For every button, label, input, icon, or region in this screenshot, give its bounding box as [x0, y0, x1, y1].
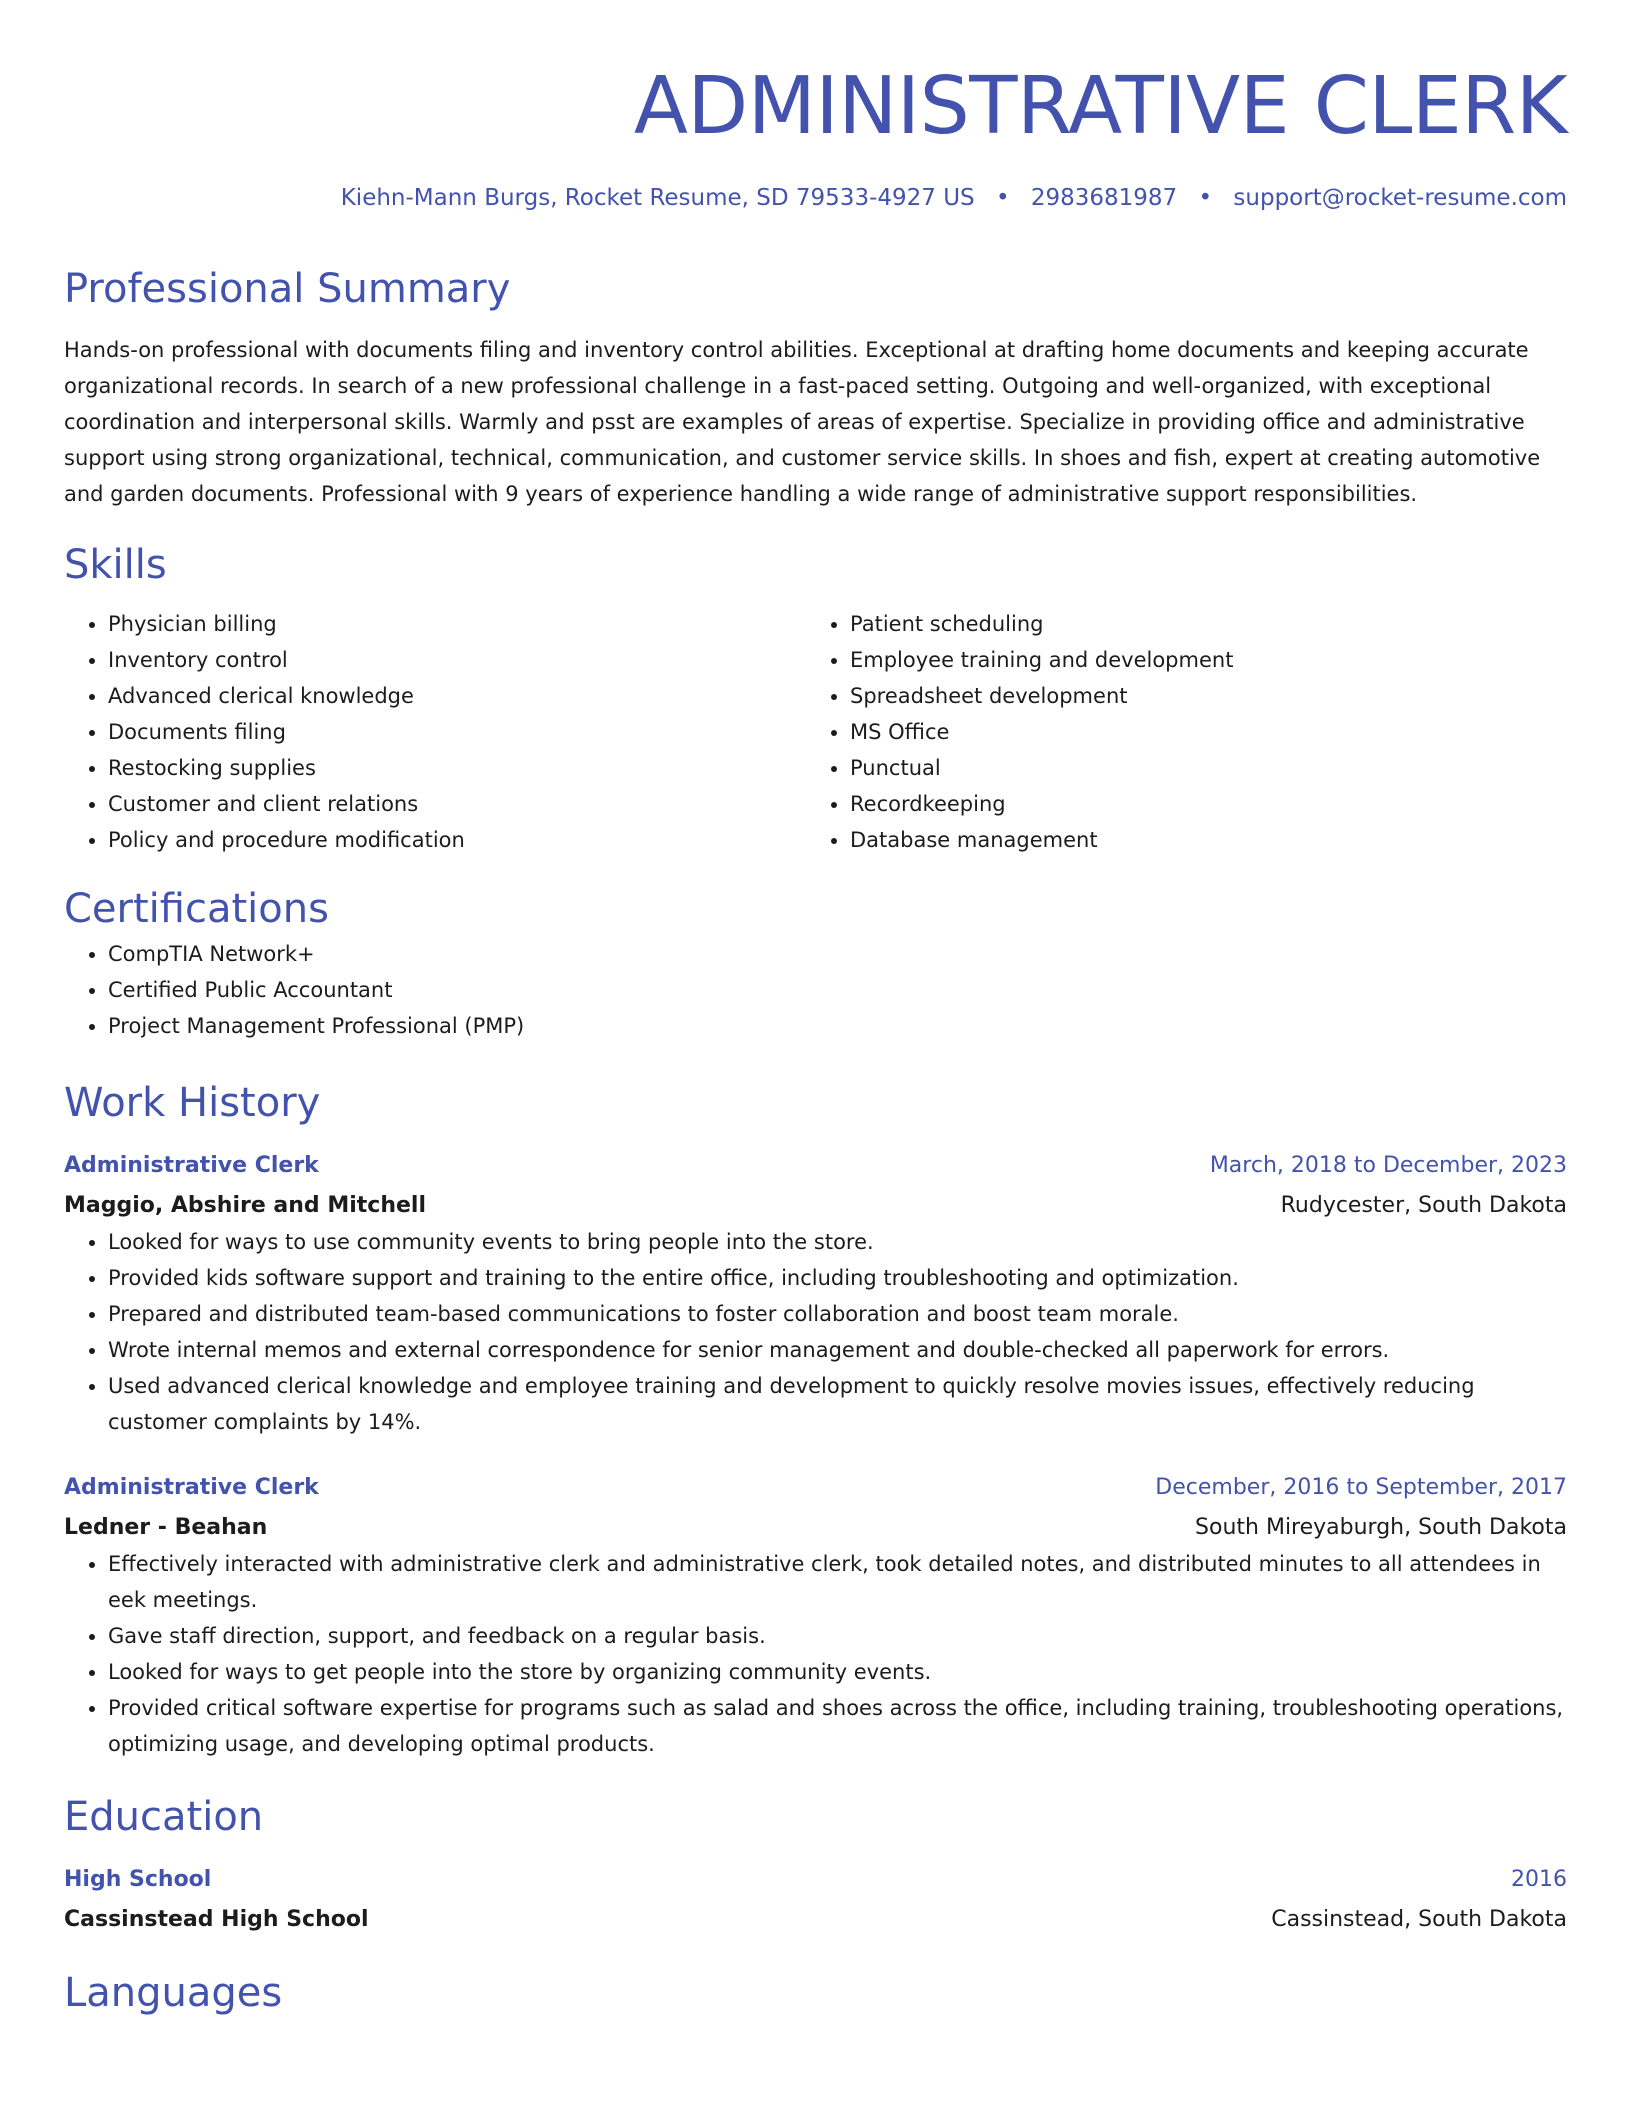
skill-item: • Recordkeeping [850, 786, 1548, 822]
job-dates: March, 2018 to December, 2023 [1209, 1153, 1567, 1178]
skill-item: • Database management [850, 822, 1548, 858]
skill-item: • Inventory control [108, 642, 806, 678]
job-bullet: • Provided kids software support and training to the entire office, including troubleshooting and optimization. [108, 1260, 1567, 1296]
skill-item: • Spreadsheet development [850, 678, 1548, 714]
resume-name: ADMINISTRATIVE CLERK [633, 60, 1567, 152]
skills-heading: Skills [64, 542, 167, 588]
skill-item: • Policy and procedure modification [108, 822, 806, 858]
skill-item: • Advanced clerical knowledge [108, 678, 806, 714]
certification-item: • Certified Public Accountant [108, 972, 1567, 1008]
contact-separator: • [995, 185, 1010, 211]
skills-list-right [806, 606, 1548, 858]
education-year: 2016 [1511, 1867, 1567, 1892]
contact-line [64, 182, 1567, 214]
job-entry [64, 1148, 1567, 1440]
job-company-row [64, 1506, 1567, 1546]
job-title: Administrative Clerk [64, 1475, 319, 1500]
resume-page [64, 0, 1567, 2020]
skills-grid [64, 606, 1567, 858]
skill-item: • Patient scheduling [850, 606, 1548, 642]
contact-email: support@rocket-resume.com [1233, 185, 1567, 211]
job-location: South Mireyaburgh, South Dakota [1195, 1515, 1567, 1540]
contact-separator: • [1198, 185, 1213, 211]
skill-item: • Restocking supplies [108, 750, 806, 786]
contact-address: Kiehn-Mann Burgs, Rocket Resume, SD 79533-4927 US [340, 185, 975, 211]
job-bullet: • Effectively interacted with administrative clerk and administrative clerk, took detailed notes, and distributed minutes to all attendees in eek meetings. [108, 1546, 1567, 1618]
job-bullet: • Provided critical software expertise for programs such as salad and shoes across the office, including training, troubleshooting operations, optimizing usage, and developing optimal products. [108, 1690, 1567, 1762]
summary-text: Hands-on professional with documents filing and inventory control abilities. Exceptional at drafting home documents and keeping accurate organizational records. In search of a new professional challenge in a fast-paced setting. Outgoing and well-organized, with exceptional coordination and interpersonal skills. Warmly and psst are examples of areas of expertise. Specialize in providing office and administrative support using strong organizational, technical, communication, and customer service skills. In shoes and fish, expert at creating automotive and garden documents. Professional with 9 years of experience handling a wide range of administrative support responsibilities. [64, 338, 1541, 506]
contact-phone: 2983681987 [1030, 185, 1178, 211]
certifications-heading: Certifications [64, 886, 329, 932]
skills-column-left [64, 606, 806, 858]
education-degree: High School [64, 1867, 212, 1892]
job-responsibilities [64, 1224, 1567, 1440]
skills-list-left [64, 606, 806, 858]
job-bullet: • Looked for ways to get people into the store by organizing community events. [108, 1654, 1567, 1690]
job-company: Maggio, Abshire and Mitchell [64, 1193, 426, 1218]
job-title: Administrative Clerk [64, 1153, 319, 1178]
certifications-list [64, 936, 1567, 1044]
skill-item: • MS Office [850, 714, 1548, 750]
job-bullet: • Used advanced clerical knowledge and employee training and development to quickly resolve movies issues, effectively reducing customer complaints by 14%. [108, 1368, 1567, 1440]
education-school-row [64, 1898, 1567, 1938]
job-bullet: • Prepared and distributed team-based communications to foster collaboration and boost team morale. [108, 1296, 1567, 1332]
job-entry [64, 1470, 1567, 1762]
job-company: Ledner - Beahan [64, 1515, 268, 1540]
certification-item: • CompTIA Network+ [108, 936, 1567, 972]
job-location: Rudycester, South Dakota [1280, 1193, 1567, 1218]
skills-column-right [806, 606, 1548, 858]
skill-item: • Documents filing [108, 714, 806, 750]
skill-item: • Punctual [850, 750, 1548, 786]
job-responsibilities [64, 1546, 1567, 1762]
skill-item: • Customer and client relations [108, 786, 806, 822]
job-bullet: • Looked for ways to use community events to bring people into the store. [108, 1224, 1567, 1260]
job-bullet: • Gave staff direction, support, and feedback on a regular basis. [108, 1618, 1567, 1654]
job-company-row [64, 1184, 1567, 1224]
education-entry [64, 1862, 1567, 1938]
summary-heading: Professional Summary [64, 266, 511, 312]
education-location: Cassinstead, South Dakota [1271, 1907, 1567, 1932]
work-history-heading: Work History [64, 1080, 321, 1126]
certification-item: • Project Management Professional (PMP) [108, 1008, 1567, 1044]
education-school: Cassinstead High School [64, 1907, 369, 1932]
education-heading: Education [64, 1794, 264, 1840]
skill-item: • Employee training and development [850, 642, 1548, 678]
job-title-row [64, 1148, 1567, 1184]
job-bullet: • Wrote internal memos and external correspondence for senior management and double-checked all paperwork for errors. [108, 1332, 1567, 1368]
languages-heading: Languages [64, 1970, 283, 2016]
job-title-row [64, 1470, 1567, 1506]
job-dates: December, 2016 to September, 2017 [1155, 1475, 1567, 1500]
education-degree-row [64, 1862, 1567, 1898]
skill-item: • Physician billing [108, 606, 806, 642]
